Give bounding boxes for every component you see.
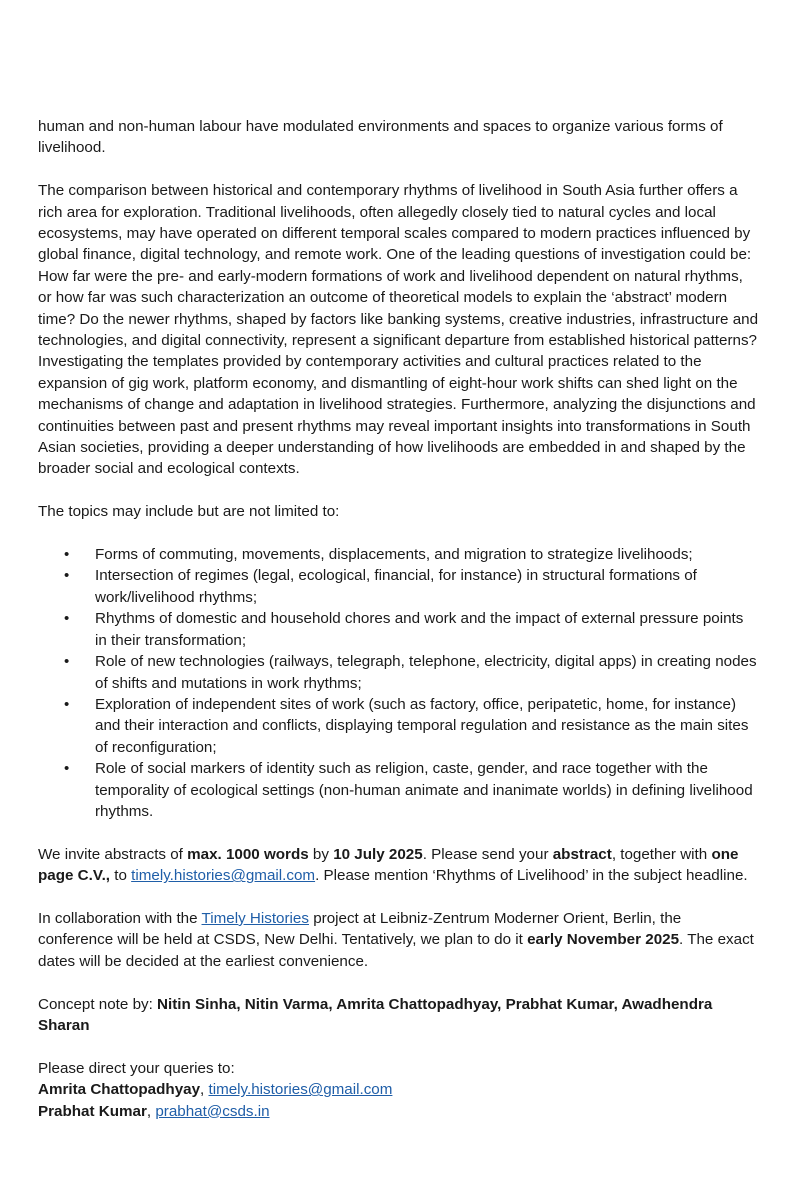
invite-text: to [110,867,132,885]
word-limit: max. 1000 words [187,845,309,863]
collaboration-paragraph [38,908,759,972]
timely-histories-link[interactable]: Timely Histories [201,909,309,927]
concept-note-paragraph [38,994,759,1037]
topic-item [64,694,759,758]
invite-text: . Please send your [422,845,553,863]
abstract-label: abstract [552,845,612,863]
bullet-icon: • [64,610,70,628]
contact-line [38,1079,759,1100]
collab-text: project at Leibniz-Zentrum Moderner Orient, Berlin, the conference will be held at CSDS, New Delhi. Tentatively, we plan to do it [38,909,682,949]
concept-label: Concept note by: [38,995,158,1013]
collab-text: . The exact dates will be decided at the earliest convenience. [38,931,754,970]
queries-label: Please direct your queries to: [38,1059,235,1077]
invite-text: . Please mention ‘Rhythms of Livelihood’ in the subject headline. [315,867,748,885]
topic-item [64,608,759,651]
deadline: 10 July 2025 [333,845,423,863]
topic-text: Intersection of regimes (legal, ecological, financial, for instance) in structural formations of work/livelihood rhythms; [95,567,697,606]
topic-text: Rhythms of domestic and household chores and work and the impact of external pressure points in their transformation; [95,610,744,649]
topic-item [64,544,759,565]
topic-text: Exploration of independent sites of work (such as factory, office, peripatetic, home, for instance) and their interaction and conflicts, displaying temporal regulation and resistance as the main sites of reconfiguration; [95,695,749,756]
invite-text: by [308,845,334,863]
contact-name: Amrita Chattopadhyay [38,1081,201,1099]
contact-separator: , [146,1102,156,1120]
contact-separator: , [200,1081,209,1099]
topic-text: Role of new technologies (railways, telegraph, telephone, electricity, digital apps) in creating nodes of shifts and mutations in work rhythms; [95,653,757,692]
topics-list [38,544,759,822]
submission-email-link[interactable]: timely.histories@gmail.com [131,867,316,885]
conference-date: early November 2025 [527,931,680,949]
invite-text: We invite abstracts of [38,845,188,863]
contact-email-link[interactable]: timely.histories@gmail.com [208,1081,393,1099]
comparison-paragraph: The comparison between historical and contemporary rhythms of livelihood in South Asia further offers a rich area for exploration. Traditional livelihoods, often allegedly closely tied to natural cycles and local ecosystems, may have operated on different temporal scales compared to modern practices influenced by global finance, digital technology, and remote work. One of the leading questions of investigation could be: How far were the pre- and early-modern formations of work and livelihood dependent on natural rhythms, or how far was such characterization an outcome of theoretical models to explain the ‘abstract’ modern time? Do the newer rhythms, shaped by factors like banking systems, creative industries, infrastructure and technologies, and digital connectivity, represent a significant departure from established historical patterns? Investigating the templates provided by contemporary activities and cultural practices related to the expansion of gig work, platform economy, and dismantling of eight-hour work shifts can shed light on the mechanisms of change and adaptation in livelihood strategies. Furthermore, analyzing the disjunctions and continuities between past and present rhythms may reveal important insights into transformations in South Asian societies, providing a deeper understanding of how livelihoods are embedded in and shaped by the broader social and ecological contexts. [38,182,759,478]
cv-label: one page C.V., [38,845,739,885]
contact-email-link[interactable]: prabhat@csds.in [155,1102,270,1120]
topic-text: Role of social markers of identity such as religion, caste, gender, and race together with the temporality of ecological settings (non-human animate and inanimate worlds) in defining livelihood rhythms. [95,760,753,820]
bullet-icon: • [64,546,70,564]
collab-text: In collaboration with the [38,909,202,927]
topic-item [64,758,759,822]
topic-item [64,565,759,608]
invite-paragraph [38,844,759,887]
invite-text: , together with [611,845,712,863]
contact-line [38,1101,759,1122]
topic-item [64,651,759,694]
bullet-icon: • [64,567,70,585]
topics-intro: The topics may include but are not limited to: [38,503,340,521]
concept-authors: Nitin Sinha, Nitin Varma, Amrita Chattopadhyay, Prabhat Kumar, Awadhendra Sharan [38,995,713,1034]
bullet-icon: • [64,653,70,671]
intro-tail-paragraph: human and non-human labour have modulated environments and spaces to organize various forms of livelihood. [38,118,723,157]
contact-name: Prabhat Kumar [38,1102,147,1120]
bullet-icon: • [64,760,70,778]
bullet-icon: • [64,695,70,713]
topic-text: Forms of commuting, movements, displacements, and migration to strategize livelihoods; [95,546,693,564]
